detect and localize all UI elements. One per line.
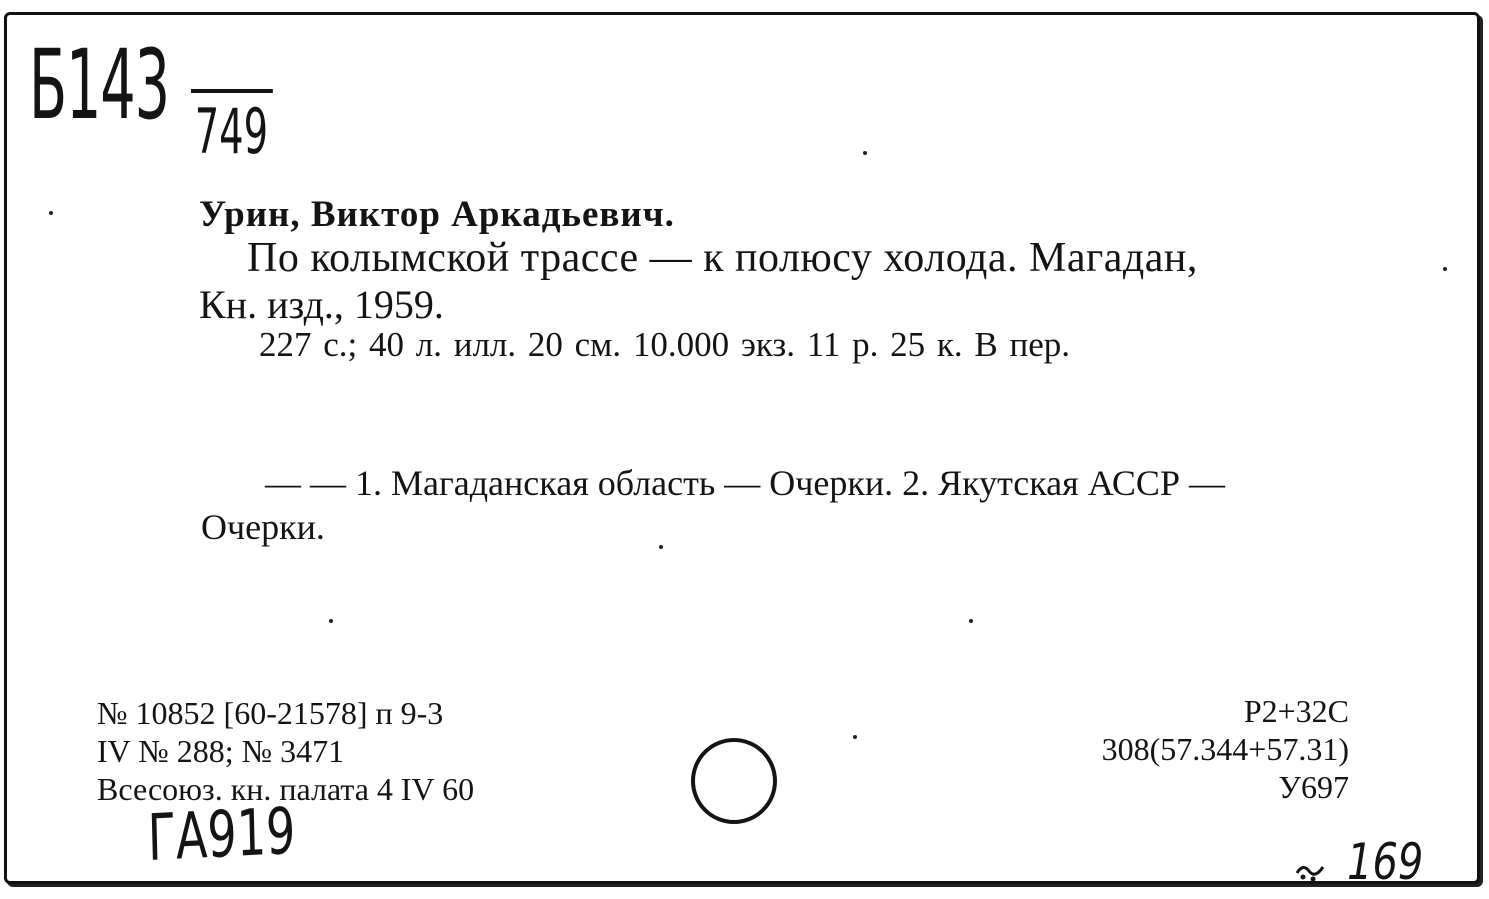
speck xyxy=(853,735,857,739)
punch-hole xyxy=(691,738,777,824)
publication-line: Кн. изд., 1959. xyxy=(199,282,444,327)
physical-description: 227 с.; 40 л. илл. 20 см. 10.000 экз. 11 р. 25 к. В пер. xyxy=(259,325,1071,364)
author-heading: Урин, Виктор Аркадьевич. xyxy=(199,194,675,235)
speck xyxy=(659,545,663,549)
registration-line: № 10852 [60-21578] п 9-3 xyxy=(97,695,444,731)
registration-line: Всесоюз. кн. палата 4 IV 60 xyxy=(97,771,475,807)
classification-line: У697 xyxy=(1278,769,1349,805)
speck xyxy=(863,151,867,155)
inventory-number-handwritten: ГА919 xyxy=(146,794,297,876)
call-number-handwritten: 749 xyxy=(191,89,273,163)
speck xyxy=(49,211,53,215)
classification-line: 308(57.344+57.31) xyxy=(1101,731,1349,767)
stamp-mark-icon xyxy=(1293,857,1327,883)
page-number-handwritten: 169 xyxy=(1347,833,1424,891)
speck xyxy=(329,619,333,623)
registration-line: IV № 288; № 3471 xyxy=(97,733,345,769)
title-line: По колымской трассе — к полюсу холода. Магадан, xyxy=(247,235,1198,281)
speck xyxy=(1443,267,1447,271)
catalog-card xyxy=(4,12,1480,891)
subject-headings: — — 1. Магаданская область — Очерки. 2. Якутская АССР — xyxy=(265,463,1225,503)
speck xyxy=(969,619,973,623)
call-letter-handwritten: Б143 xyxy=(29,29,169,141)
subject-headings-continued: Очерки. xyxy=(201,507,325,547)
classification-line: Р2+32С xyxy=(1243,693,1349,729)
